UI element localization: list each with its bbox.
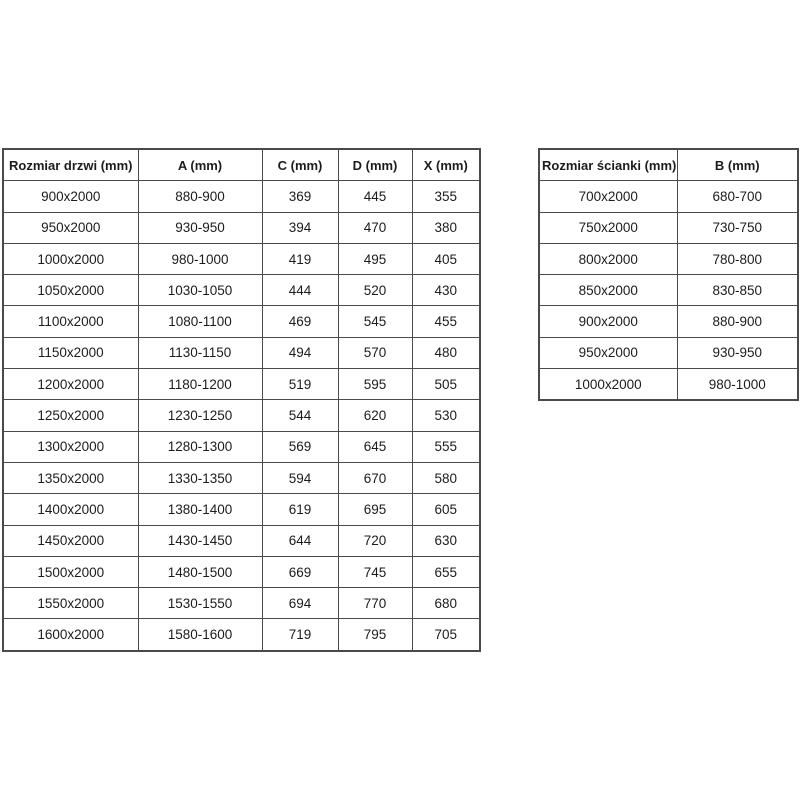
table-row (539, 306, 798, 337)
table-cell: 1550x2000 (3, 588, 138, 619)
table-cell: 770 (338, 588, 412, 619)
table-cell: 950x2000 (539, 337, 677, 368)
column-header: A (mm) (138, 149, 262, 181)
table-row (3, 306, 480, 337)
table-cell: 1050x2000 (3, 275, 138, 306)
table-cell: 730-750 (677, 212, 798, 243)
table-cell: 1250x2000 (3, 400, 138, 431)
table-cell: 1430-1450 (138, 525, 262, 556)
table-cell: 850x2000 (539, 275, 677, 306)
table-cell: 645 (338, 431, 412, 462)
table-cell: 595 (338, 369, 412, 400)
table-cell: 569 (262, 431, 338, 462)
table-cell: 355 (412, 181, 480, 212)
table-cell: 1100x2000 (3, 306, 138, 337)
column-header: C (mm) (262, 149, 338, 181)
table-row (3, 369, 480, 400)
table-cell: 430 (412, 275, 480, 306)
column-header: B (mm) (677, 149, 798, 181)
table-cell: 380 (412, 212, 480, 243)
table-cell: 369 (262, 181, 338, 212)
table-cell: 594 (262, 462, 338, 493)
table-row (3, 337, 480, 368)
table-cell: 544 (262, 400, 338, 431)
table-row (3, 431, 480, 462)
table-cell: 1450x2000 (3, 525, 138, 556)
table-cell: 1000x2000 (3, 243, 138, 274)
table-cell: 1300x2000 (3, 431, 138, 462)
table-cell: 1500x2000 (3, 556, 138, 587)
table-cell: 695 (338, 494, 412, 525)
table-row (539, 337, 798, 368)
table-cell: 644 (262, 525, 338, 556)
table-cell: 505 (412, 369, 480, 400)
table-cell: 1200x2000 (3, 369, 138, 400)
table-row (3, 525, 480, 556)
table-cell: 1030-1050 (138, 275, 262, 306)
table-cell: 480 (412, 337, 480, 368)
table-cell: 519 (262, 369, 338, 400)
table-cell: 469 (262, 306, 338, 337)
wall-sizes-table (538, 148, 799, 401)
table-cell: 719 (262, 619, 338, 651)
table-cell: 680-700 (677, 181, 798, 212)
table-cell: 900x2000 (3, 181, 138, 212)
table-cell: 494 (262, 337, 338, 368)
header-row (539, 149, 798, 181)
table-cell: 900x2000 (539, 306, 677, 337)
table-row (3, 275, 480, 306)
table-cell: 1600x2000 (3, 619, 138, 651)
table-cell: 655 (412, 556, 480, 587)
table-cell: 1530-1550 (138, 588, 262, 619)
table-cell: 470 (338, 212, 412, 243)
table-cell: 620 (338, 400, 412, 431)
table-cell: 455 (412, 306, 480, 337)
table-row (3, 588, 480, 619)
table-cell: 950x2000 (3, 212, 138, 243)
table-cell: 980-1000 (138, 243, 262, 274)
table-cell: 1480-1500 (138, 556, 262, 587)
table-cell: 780-800 (677, 243, 798, 274)
table-cell: 930-950 (677, 337, 798, 368)
table-cell: 694 (262, 588, 338, 619)
table-cell: 580 (412, 462, 480, 493)
table-cell: 745 (338, 556, 412, 587)
table-cell: 980-1000 (677, 369, 798, 401)
table-cell: 1180-1200 (138, 369, 262, 400)
table-cell: 530 (412, 400, 480, 431)
table-row (3, 619, 480, 651)
table-cell: 669 (262, 556, 338, 587)
column-header: Rozmiar drzwi (mm) (3, 149, 138, 181)
table-row (3, 212, 480, 243)
header-row (3, 149, 480, 181)
table-cell: 830-850 (677, 275, 798, 306)
table-row (3, 462, 480, 493)
table-cell: 795 (338, 619, 412, 651)
table-cell: 700x2000 (539, 181, 677, 212)
table-cell: 1150x2000 (3, 337, 138, 368)
table-cell: 394 (262, 212, 338, 243)
table-cell: 880-900 (677, 306, 798, 337)
table-cell: 619 (262, 494, 338, 525)
table-row (3, 400, 480, 431)
table-cell: 800x2000 (539, 243, 677, 274)
table-cell: 880-900 (138, 181, 262, 212)
table-cell: 930-950 (138, 212, 262, 243)
table-cell: 1080-1100 (138, 306, 262, 337)
table-cell: 1000x2000 (539, 369, 677, 401)
column-header: Rozmiar ścianki (mm) (539, 149, 677, 181)
column-header: D (mm) (338, 149, 412, 181)
table-row (3, 181, 480, 212)
table-cell: 1400x2000 (3, 494, 138, 525)
table-cell: 1280-1300 (138, 431, 262, 462)
table-row (3, 494, 480, 525)
table-cell: 705 (412, 619, 480, 651)
table-cell: 1230-1250 (138, 400, 262, 431)
table-row (3, 556, 480, 587)
table-cell: 1330-1350 (138, 462, 262, 493)
table-row (539, 212, 798, 243)
table-row (539, 181, 798, 212)
table-cell: 555 (412, 431, 480, 462)
table-cell: 520 (338, 275, 412, 306)
table-cell: 1130-1150 (138, 337, 262, 368)
table-cell: 1350x2000 (3, 462, 138, 493)
table-cell: 419 (262, 243, 338, 274)
table-row (3, 243, 480, 274)
table-cell: 680 (412, 588, 480, 619)
table-cell: 445 (338, 181, 412, 212)
table-cell: 545 (338, 306, 412, 337)
table-cell: 1380-1400 (138, 494, 262, 525)
table-cell: 444 (262, 275, 338, 306)
table-cell: 405 (412, 243, 480, 274)
table-row (539, 243, 798, 274)
door-sizes-table (2, 148, 481, 652)
table-cell: 570 (338, 337, 412, 368)
table-cell: 1580-1600 (138, 619, 262, 651)
table-row (539, 369, 798, 401)
table-cell: 670 (338, 462, 412, 493)
table-cell: 750x2000 (539, 212, 677, 243)
column-header: X (mm) (412, 149, 480, 181)
table-row (539, 275, 798, 306)
table-cell: 720 (338, 525, 412, 556)
table-cell: 630 (412, 525, 480, 556)
table-cell: 605 (412, 494, 480, 525)
table-cell: 495 (338, 243, 412, 274)
